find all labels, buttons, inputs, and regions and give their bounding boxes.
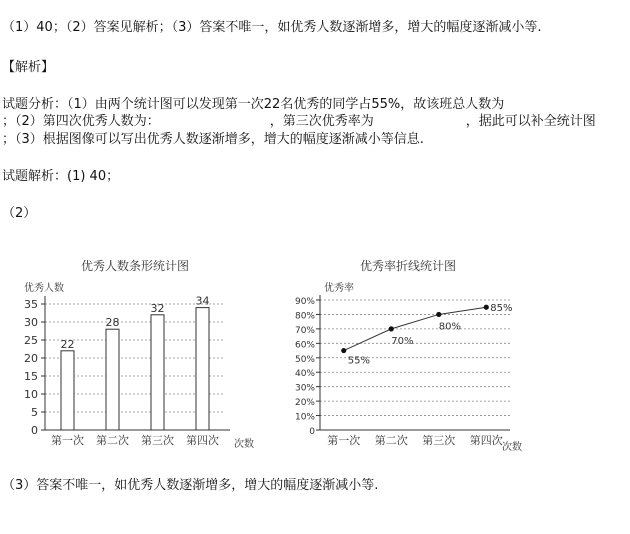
bar <box>61 351 74 430</box>
analysis-part-b: ，第三次优秀率为 <box>269 114 374 129</box>
line-chart <box>290 250 530 455</box>
y-tick-label: 20% <box>294 398 315 409</box>
y-tick-label: 0 <box>31 424 38 437</box>
y-tick-label: 5 <box>31 406 38 419</box>
bar <box>151 315 164 430</box>
data-label: 80% <box>438 321 461 333</box>
y-tick-label: 10% <box>294 412 315 423</box>
bar-value-label: 32 <box>150 301 165 315</box>
analysis-part-c: ，据此可以补全统计图 <box>465 114 596 129</box>
answer-3: （3）答案不唯一，如优秀人数逐渐增多，增大的幅度逐渐减小等. <box>2 478 379 493</box>
y-tick-label: 40% <box>294 369 315 380</box>
y-tick-label: 15 <box>24 370 38 383</box>
data-point <box>341 348 346 353</box>
chart-title: 优秀人数条形统计图 <box>80 259 190 273</box>
data-label: 70% <box>391 335 414 347</box>
analysis-line-2 <box>2 114 596 130</box>
y-tick-label: 0 <box>309 427 315 437</box>
y-tick-label: 30% <box>294 383 315 394</box>
data-point <box>389 326 394 331</box>
x-tick-label: 第三次 <box>141 434 174 447</box>
bar-value-label: 28 <box>105 316 120 330</box>
x-tick-label: 第一次 <box>327 434 361 447</box>
data-point <box>484 305 489 310</box>
y-tick-label: 90% <box>294 297 315 307</box>
solution-line-1: 试题解析：(1) 40； <box>2 169 120 184</box>
x-axis-label: 次数 <box>234 439 254 450</box>
y-axis-label: 优秀人数 <box>24 283 64 294</box>
y-axis-label: 优秀率 <box>324 283 354 294</box>
x-tick-label: 第一次 <box>51 434 84 447</box>
y-tick-label: 60% <box>294 340 315 351</box>
answer-summary: （1）40；（2）答案见解析；（3）答案不唯一，如优秀人数逐渐增多，增大的幅度逐渐减小等. <box>2 20 542 35</box>
y-tick-label: 25 <box>24 334 38 347</box>
y-tick-label: 80% <box>294 311 315 322</box>
bar-value-label: 34 <box>195 294 210 308</box>
analysis-line-3: ；（3）根据图像可以写出优秀人数逐渐增多，增大的幅度逐渐减小等信息. <box>2 132 424 147</box>
x-tick-label: 第二次 <box>96 434 129 447</box>
y-tick-label: 70% <box>294 325 315 336</box>
bar-chart <box>0 250 255 455</box>
bar <box>106 329 119 430</box>
bar <box>196 308 209 430</box>
analysis-line-1: 试题分析：（1）由两个统计图可以发现第一次22名优秀的同学占55%，故该班总人数为 <box>2 97 505 112</box>
analysis-part-a: ；（2）第四次优秀人数为： <box>2 114 160 129</box>
chart-title: 优秀率折线统计图 <box>359 259 457 273</box>
x-axis-label: 次数 <box>502 442 522 453</box>
data-point <box>436 312 441 317</box>
bar-value-label: 22 <box>60 337 75 351</box>
analysis-heading: 【解析】 <box>2 60 55 75</box>
y-tick-label: 50% <box>294 354 315 365</box>
data-label: 55% <box>347 355 370 367</box>
data-label: 85% <box>490 303 513 315</box>
x-tick-label: 第三次 <box>422 434 456 447</box>
y-tick-label: 30 <box>24 316 38 329</box>
solution-line-2: （2） <box>2 206 37 221</box>
y-tick-label: 10 <box>24 388 38 401</box>
x-tick-label: 第二次 <box>374 434 408 447</box>
y-tick-label: 20 <box>24 352 38 365</box>
x-tick-label: 第四次 <box>469 434 503 447</box>
y-tick-label: 35 <box>24 298 38 311</box>
x-tick-label: 第四次 <box>186 434 219 447</box>
